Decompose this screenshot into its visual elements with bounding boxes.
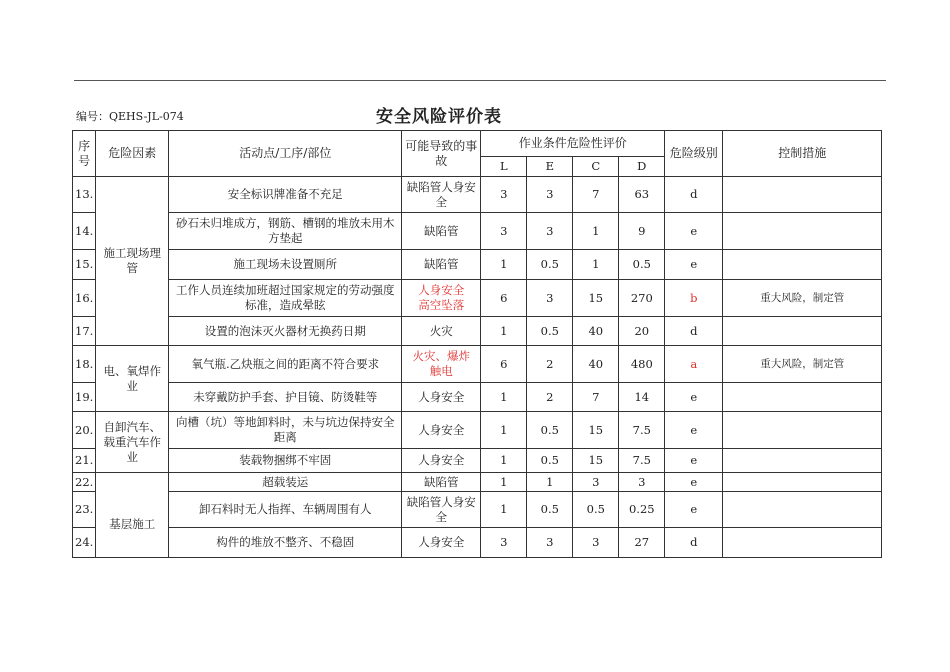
row-level: a <box>665 346 723 383</box>
row-control <box>723 177 882 213</box>
row-c: 40 <box>573 346 619 383</box>
row-control <box>723 213 882 250</box>
header-e: E <box>527 157 573 177</box>
row-c: 0.5 <box>573 492 619 528</box>
table-row <box>73 280 882 317</box>
row-seq: 19. <box>73 383 96 412</box>
row-seq: 22. <box>73 473 96 492</box>
row-c: 15 <box>573 449 619 473</box>
table-row <box>73 213 882 250</box>
row-d: 0.5 <box>619 250 665 280</box>
row-control <box>723 492 882 528</box>
group-hazard: 基层施工 <box>96 492 169 558</box>
row-accident-line1: 缺陷管 <box>406 494 442 509</box>
row-activity: 设置的泡沫灭火器材无换药日期 <box>169 317 402 346</box>
group-hazard-empty <box>96 473 169 492</box>
header-control: 控制措施 <box>723 131 882 177</box>
group-hazard: 自卸汽车、载重汽车作业 <box>96 412 169 473</box>
row-activity: 向槽（坑）等地卸料时，未与坑边保持安全距离 <box>169 412 402 449</box>
row-seq: 24. <box>73 528 96 558</box>
row-d: 27 <box>619 528 665 558</box>
group-hazard: 施工现场理管 <box>96 177 169 346</box>
header-evaluation: 作业条件危险性评价 <box>481 131 665 157</box>
row-e: 2 <box>527 346 573 383</box>
table-row <box>73 449 882 473</box>
row-activity: 砂石未归堆成方，钢筋、槽钢的堆放未用木方垫起 <box>169 213 402 250</box>
row-seq: 16. <box>73 280 96 317</box>
row-seq: 18. <box>73 346 96 383</box>
row-level: e <box>665 492 723 528</box>
table-row <box>73 346 882 383</box>
row-activity: 工作人员连续加班超过国家规定的劳动强度标准，造成晕眩 <box>169 280 402 317</box>
row-seq: 20. <box>73 412 96 449</box>
row-c: 15 <box>573 412 619 449</box>
header-activity: 活动点/工序/部位 <box>169 131 402 177</box>
row-accident-line2: 高空坠落 <box>418 298 465 312</box>
row-accident-line2: 触电 <box>429 364 453 378</box>
row-accident <box>402 280 481 317</box>
row-control <box>723 317 882 346</box>
row-e: 0.5 <box>527 317 573 346</box>
row-d: 0.25 <box>619 492 665 528</box>
document-number: 编号：QEHS-JL-074 <box>76 110 184 123</box>
row-accident-line1: 火灾、爆炸 <box>412 349 471 363</box>
header-level: 危险级别 <box>665 131 723 177</box>
row-c: 7 <box>573 177 619 213</box>
row-e: 0.5 <box>527 250 573 280</box>
row-d: 9 <box>619 213 665 250</box>
table-row <box>73 317 882 346</box>
row-control <box>723 412 882 449</box>
row-accident <box>402 346 481 383</box>
row-control <box>723 449 882 473</box>
row-control: 重大风险，制定管 <box>723 280 882 317</box>
row-activity: 施工现场未设置厕所 <box>169 250 402 280</box>
row-level: d <box>665 528 723 558</box>
row-c: 7 <box>573 383 619 412</box>
table-row <box>73 177 882 213</box>
row-d: 20 <box>619 317 665 346</box>
row-control <box>723 250 882 280</box>
row-d: 270 <box>619 280 665 317</box>
row-level: b <box>665 280 723 317</box>
row-level: e <box>665 449 723 473</box>
row-accident <box>402 213 481 250</box>
row-activity: 安全标识牌准备不充足 <box>169 177 402 213</box>
row-l: 3 <box>481 213 527 250</box>
row-accident <box>402 250 481 280</box>
header-c: C <box>573 157 619 177</box>
row-d: 7.5 <box>619 449 665 473</box>
table-row <box>73 528 882 558</box>
row-activity: 构件的堆放不整齐、不稳固 <box>169 528 402 558</box>
row-accident-line1: 缺陷管 <box>424 257 459 271</box>
row-accident: 人身安全 <box>402 412 481 449</box>
page-title: 安全风险评价表 <box>376 107 502 127</box>
row-accident-line2: 人身安全 <box>435 494 476 524</box>
row-l: 1 <box>481 473 527 492</box>
row-control <box>723 383 882 412</box>
row-l: 3 <box>481 177 527 213</box>
row-activity: 卸石料时无人指挥、车辆周围有人 <box>169 492 402 528</box>
row-e: 3 <box>527 528 573 558</box>
row-l: 6 <box>481 346 527 383</box>
row-level: e <box>665 383 723 412</box>
row-l: 1 <box>481 449 527 473</box>
row-level: e <box>665 412 723 449</box>
row-l: 3 <box>481 528 527 558</box>
row-accident-line1: 缺陷管 <box>424 223 459 238</box>
header-hazard: 危险因素 <box>96 131 169 177</box>
row-control <box>723 528 882 558</box>
row-seq: 17. <box>73 317 96 346</box>
row-accident: 火灾 <box>402 317 481 346</box>
row-control <box>723 473 882 492</box>
row-seq: 21. <box>73 449 96 473</box>
row-activity: 超载装运 <box>169 473 402 492</box>
row-accident <box>402 473 481 492</box>
table-row <box>73 492 882 528</box>
row-accident-line1: 缺陷管 <box>424 474 459 489</box>
table-row <box>73 412 882 449</box>
row-e: 3 <box>527 280 573 317</box>
row-c: 15 <box>573 280 619 317</box>
row-accident: 人身安全 <box>402 528 481 558</box>
row-e: 2 <box>527 383 573 412</box>
row-seq: 14. <box>73 213 96 250</box>
row-c: 3 <box>573 528 619 558</box>
row-c: 40 <box>573 317 619 346</box>
row-l: 6 <box>481 280 527 317</box>
row-activity: 装载物捆绑不牢固 <box>169 449 402 473</box>
row-c: 1 <box>573 250 619 280</box>
header-rule <box>74 80 886 81</box>
row-accident-line1: 人身安全 <box>418 283 465 297</box>
row-activity: 氧气瓶.乙炔瓶之间的距离不符合要求 <box>169 346 402 383</box>
row-activity: 未穿戴防护手套、护目镜、防烫鞋等 <box>169 383 402 412</box>
row-accident-line1: 缺陷管 <box>406 179 442 194</box>
row-accident: 人身安全 <box>402 449 481 473</box>
row-d: 480 <box>619 346 665 383</box>
row-e: 0.5 <box>527 449 573 473</box>
row-level: e <box>665 213 723 250</box>
row-e: 3 <box>527 213 573 250</box>
row-d: 63 <box>619 177 665 213</box>
row-level: d <box>665 177 723 213</box>
row-e: 0.5 <box>527 412 573 449</box>
row-l: 1 <box>481 317 527 346</box>
row-seq: 23. <box>73 492 96 528</box>
row-level: e <box>665 473 723 492</box>
header-l: L <box>481 157 527 177</box>
row-l: 1 <box>481 383 527 412</box>
row-d: 7.5 <box>619 412 665 449</box>
row-control: 重大风险，制定管 <box>723 346 882 383</box>
row-seq: 15. <box>73 250 96 280</box>
row-level: e <box>665 250 723 280</box>
row-level: d <box>665 317 723 346</box>
row-d: 3 <box>619 473 665 492</box>
row-accident-line2: 人身安全 <box>435 179 476 209</box>
table-row <box>73 473 882 492</box>
row-accident <box>402 492 481 528</box>
row-l: 1 <box>481 250 527 280</box>
table-row <box>73 250 882 280</box>
header-accident: 可能导致的事故 <box>402 131 481 177</box>
row-accident <box>402 177 481 213</box>
risk-table <box>72 130 882 558</box>
header-seq: 序号 <box>73 131 96 177</box>
row-e: 1 <box>527 473 573 492</box>
row-c: 3 <box>573 473 619 492</box>
group-hazard: 电、氧焊作业 <box>96 346 169 412</box>
row-e: 0.5 <box>527 492 573 528</box>
row-l: 1 <box>481 412 527 449</box>
header-d: D <box>619 157 665 177</box>
row-accident: 人身安全 <box>402 383 481 412</box>
row-l: 1 <box>481 492 527 528</box>
row-d: 14 <box>619 383 665 412</box>
table-row <box>73 383 882 412</box>
row-c: 1 <box>573 213 619 250</box>
row-e: 3 <box>527 177 573 213</box>
row-seq: 13. <box>73 177 96 213</box>
